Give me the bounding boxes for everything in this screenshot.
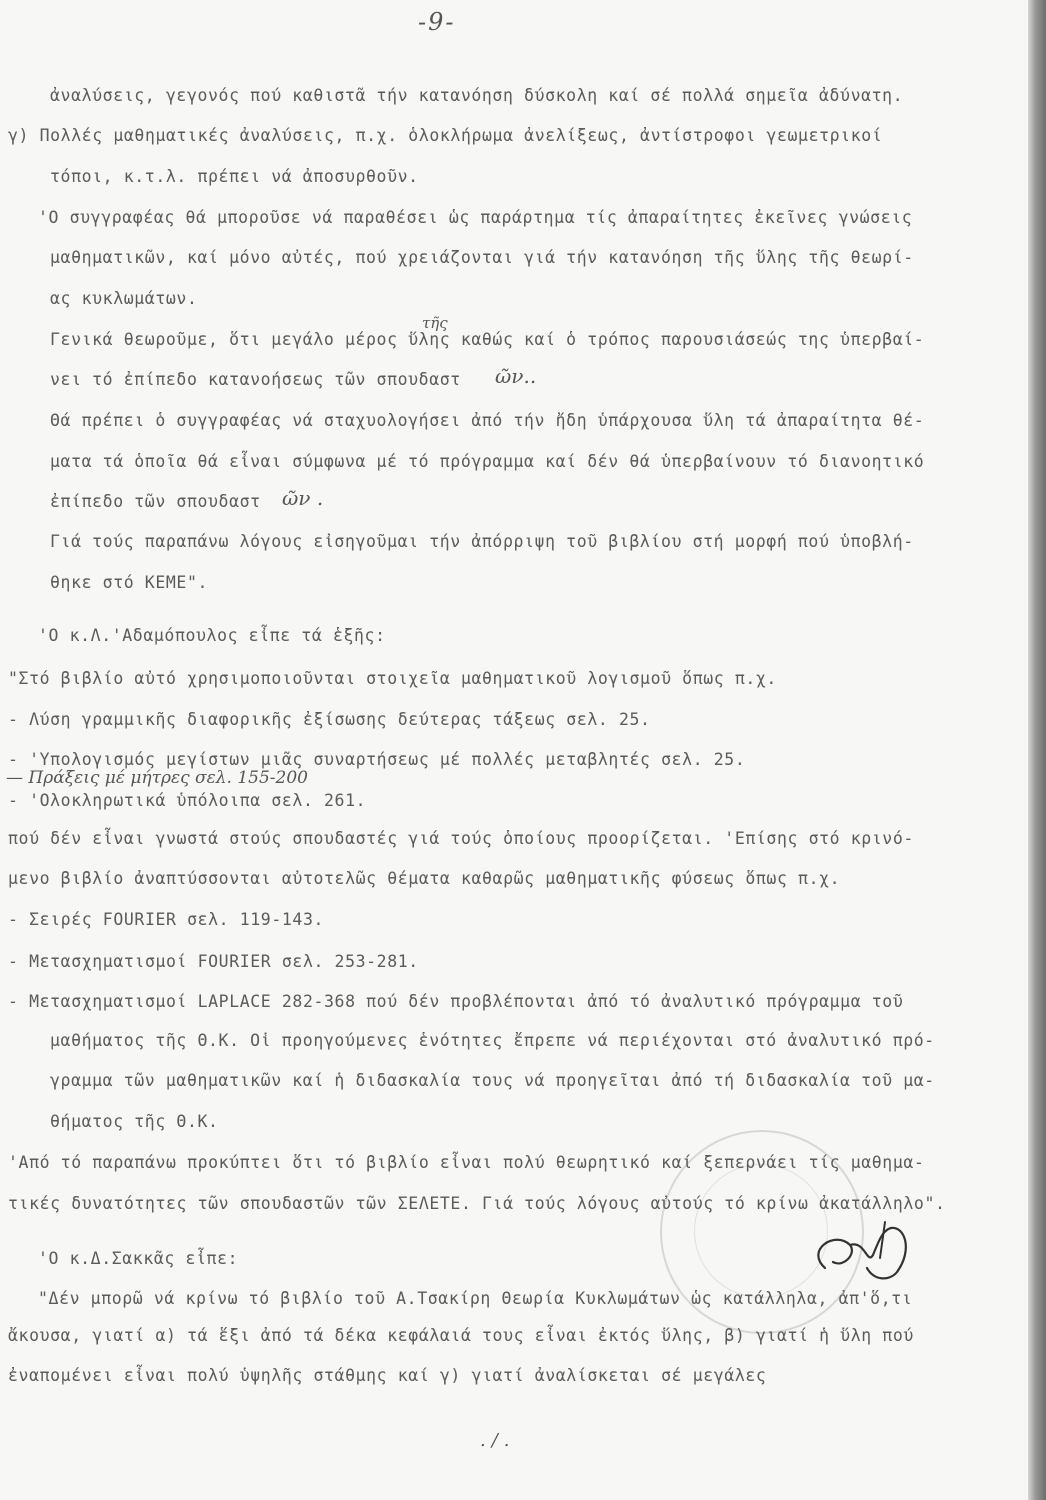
text-line: πού δέν εἶναι γνωστά στούς σπουδαστές γιά τούς ὁποίους προορίζεται. 'Επίσης στό κρινό-	[8, 829, 914, 848]
text-line: 'Ο κ.Λ.'Αδαμόπουλος εἶπε τά ἑξῆς:	[38, 626, 386, 645]
signature	[795, 1210, 925, 1290]
text-line: ἐπίπεδο τῶν σπουδαστ	[50, 492, 261, 511]
handwritten-insertion: τῆς	[422, 314, 448, 332]
page-edge	[1028, 0, 1046, 1500]
text-line: θήματος τῆς Θ.Κ.	[50, 1112, 219, 1131]
text-line: μενο βιβλίο ἀναπτύσσονται αὐτοτελῶς θέματα καθαρῶς μαθηματικῆς φύσεως ὅπως π.χ.	[8, 869, 841, 888]
text-line: Γενικά θεωροῦμε, ὅτι μεγάλο μέρος ὕλης καθώς καί ὁ τρόπος παρουσιάσεώς της ὑπερβαί-	[50, 330, 925, 349]
list-item: - Σειρές FOURIER σελ. 119-143.	[8, 910, 325, 929]
text-line: ματα τά ὁποῖα θά εἶναι σύμφωνα μέ τό πρόγραμμα καί δέν θά ὑπερβαίνουν τό διανοητικό	[50, 452, 925, 471]
handwritten-list-item: — Πράξεις μέ μήτρες σελ. 155-200	[6, 768, 308, 788]
text-line: "Στό βιβλίο αὐτό χρησιμοποιοῦνται στοιχεῖα μαθηματικοῦ λογισμοῦ ὅπως π.χ.	[8, 669, 777, 688]
text-line: τόποι, κ.τ.λ. πρέπει νά ἀποσυρθοῦν.	[50, 167, 419, 186]
text-line: θηκε στό ΚΕΜΕ".	[50, 573, 209, 592]
text-line: τικές δυνατότητες τῶν σπουδαστῶν τῶν ΣΕΛΕΤΕ. Γιά τούς λόγους αὐτούς τό κρίνω ἀκατάλληλο".	[8, 1194, 946, 1213]
text-line: γραμμα τῶν μαθηματικῶν καί ἡ διδασκαλία τους νά προηγεῖται ἀπό τή διδασκαλία τοῦ μα-	[50, 1071, 935, 1090]
handwritten-correction: ῶν .	[282, 486, 324, 510]
text-line: 'Ο συγγραφέας θά μποροῦσε νά παραθέσει ὡς παράρτημα τίς ἀπαραίτητες ἐκεῖνες γνώσεις	[38, 208, 913, 227]
text-line: ας κυκλωμάτων.	[50, 289, 198, 308]
list-item: - Μετασχηματισμοί FOURIER σελ. 253-281.	[8, 952, 419, 971]
list-item: - 'Ολοκληρωτικά ὑπόλοιπα σελ. 261.	[8, 791, 367, 810]
list-item: - Μετασχηματισμοί LAPLACE 282-368 πού δέν προβλέπονται ἀπό τό ἀναλυτικό πρόγραμμα τοῦ	[8, 992, 904, 1011]
text-line: γ) Πολλές μαθηματικές ἀναλύσεις, π.χ. ὁλοκλήρωμα ἀνελίξεως, ἀντίστροφοι γεωμετρικοί	[8, 126, 883, 145]
text-line: Γιά τούς παραπάνω λόγους εἰσηγοῦμαι τήν ἀπόρριψη τοῦ βιβλίου στή μορφή πού ὑποβλή-	[50, 532, 914, 551]
text-line: 'Ο κ.Δ.Σακκᾶς εἶπε:	[38, 1249, 239, 1268]
handwritten-correction: ῶν..	[495, 364, 537, 388]
text-line: ἀναλύσεις, γεγονός πού καθιστᾶ τήν κατανόηση δύσκολη καί σέ πολλά σημεῖα ἀδύνατη.	[50, 86, 904, 105]
page-continuation-mark: ./.	[480, 1430, 516, 1451]
text-line: Θά πρέπει ὁ συγγραφέας νά σταχυολογήσει ἀπό τήν ἤδη ὑπάρχουσα ὕλη τά ἀπαραίτητα θέ-	[50, 411, 925, 430]
text-line: ἐναπομένει εἶναι πολύ ὑψηλῆς στάθμης καί γ) γιατί ἀναλίσκεται σέ μεγάλες	[8, 1366, 767, 1385]
text-line: νει τό ἐπίπεδο κατανοήσεως τῶν σπουδαστ	[50, 370, 461, 389]
list-item: - Λύση γραμμικῆς διαφορικῆς ἐξίσωσης δεύτερας τάξεως σελ. 25.	[8, 710, 651, 729]
text-line: μαθηματικῶν, καί μόνο αὐτές, πού χρειάζονται γιά τήν κατανόηση τῆς ὕλης τῆς θεωρί-	[50, 248, 914, 267]
text-line: ἄκουσα, γιατί α) τά ἕξι ἀπό τά δέκα κεφάλαιά τους εἶναι ἐκτός ὕλης, β) γιατί ἡ ὕλη πού	[8, 1326, 914, 1345]
text-line: "Δέν μπορῶ νά κρίνω τό βιβλίο τοῦ Α.Τσακίρη Θεωρία Κυκλωμάτων ὡς κατάλληλα, ἀπ'ὅ,τι	[38, 1289, 913, 1308]
text-line: μαθήματος τῆς Θ.Κ. Οἱ προηγούμενες ἑνότητες ἔπρεπε νά περιέχονται στό ἀναλυτικό πρό-	[50, 1031, 935, 1050]
page-number: -9-	[418, 8, 456, 36]
text-line: 'Από τό παραπάνω προκύπτει ὅτι τό βιβλίο εἶναι πολύ θεωρητικό καί ξεπερνάει τίς μαθημα-	[8, 1153, 925, 1172]
list-item: - 'Υπολογισμός μεγίστων μιᾶς συναρτήσεως μέ πολλές μεταβλητές σελ. 25.	[8, 750, 746, 769]
